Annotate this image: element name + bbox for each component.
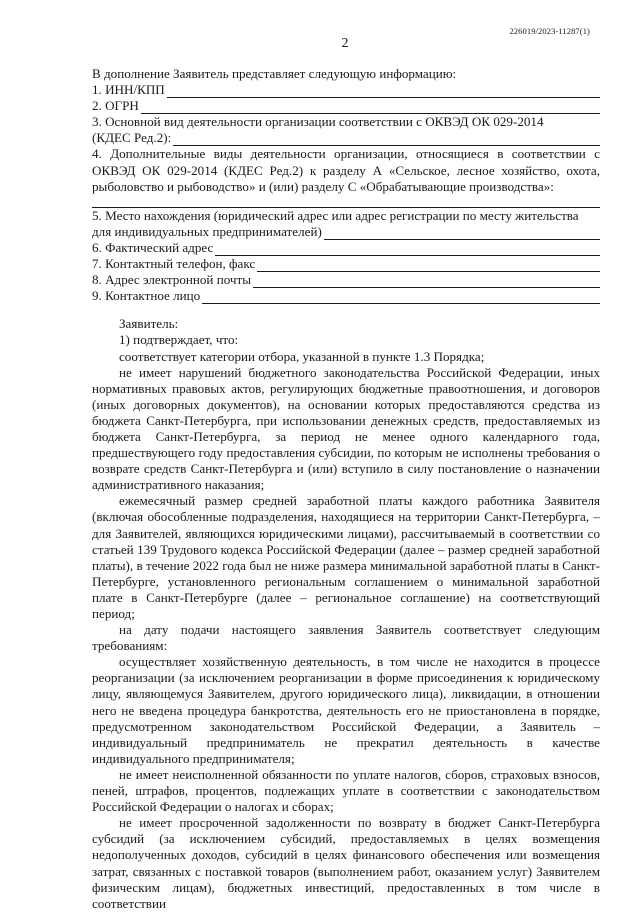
- field-phone: [92, 256, 600, 272]
- field-ogrn-label: 2. ОГРН: [92, 98, 139, 114]
- field-email: [92, 272, 600, 288]
- field-okved-main-label-2: (КДЕС Ред.2):: [92, 130, 172, 146]
- field-contact: [92, 288, 600, 304]
- field-email-line: [253, 276, 600, 288]
- applicant-item: осуществляет хозяйственную деятельность, в том числе не находится в процессе реорганизации (за исключением реорганизации в форме присоединения к юридическому лицу, являющемуся Заявителем, другого юридического лица), ликвидации, в отношении него не введена процедура банкротства, деятельность его не приостановлена в порядке, предусмотренном законодательством Российской Федерации, а Заявитель – индивидуальный предприниматель не прекратил деятельность в качестве индивидуального предпринимателя;: [92, 654, 600, 766]
- field-okved-main-line: [173, 134, 600, 146]
- page-number: 2: [341, 36, 349, 51]
- field-location-line: [324, 228, 600, 240]
- field-location-label: 5. Место нахождения (юридический адрес или адрес регистрации по месту жительства: [92, 207, 579, 223]
- field-ogrn-line: [141, 102, 600, 114]
- intro-text: В дополнение Заявитель представляет следующую информацию:: [92, 66, 457, 81]
- field-okved-extra-label: 4. Дополнительные виды деятельности организации, относящиеся в соответствии с ОКВЭД ОК 029-2014 (КДЕС Ред.2) к разделу А «Сельское, лесное хозяйство, охота, рыболовство и рыбоводство» и (или) разделу С «Обрабатывающие производства»:: [92, 146, 600, 194]
- field-inn: [92, 82, 600, 98]
- applicant-item: не имеет неисполненной обязанности по уплате налогов, сборов, страховых взносов, пеней, штрафов, процентов, подлежащих уплате в соответствии с законодательством Российской Федерации о налогах и сборах;: [92, 766, 600, 815]
- applicant-item: ежемесячный размер средней заработной платы каждого работника Заявителя (включая обособленные подразделения, находящиеся на территории Санкт-Петербурга, – для Заявителей, являющихся юридическими лицами), рассчитываемый в соответствии со статьей 139 Трудового кодекса Российской Федерации (далее – размер средней заработной платы), в течение 2022 года был не ниже размера минимальной заработной платы в Санкт-Петербурге, установленного региональным соглашением о минимальной заработной плате в Санкт-Петербурге (далее – региональное соглашение) на соответствующий период;: [92, 493, 600, 621]
- field-phone-label: 7. Контактный телефон, факс: [92, 256, 256, 272]
- field-contact-line: [202, 292, 600, 304]
- applicant-item: не имеет нарушений бюджетного законодательства Российской Федерации, иных нормативных правовых актов, регулирующих бюджетные правоотношения, и договоров (иных договорных документов), на основании которых предоставляются средства из бюджета Санкт-Петербурга, при использовании денежных средств, предоставляемых из бюджета Санкт-Петербурга, за период не менее одного календарного года, предшествующего году предоставления субсидии, по которым не исполнены требования о возврате средств Санкт-Петербурга и (или) вступило в силу постановление о назначении административного наказания;: [92, 364, 600, 493]
- field-phone-line: [257, 260, 600, 272]
- field-ogrn: [92, 98, 600, 114]
- field-actual-address: [92, 240, 600, 256]
- field-inn-line: [167, 86, 600, 98]
- field-okved-main: [92, 130, 600, 146]
- field-okved-main-label: 3. Основной вид деятельности организации соответствии с ОКВЭД ОК 029-2014: [92, 114, 544, 130]
- field-location-label-2: для индивидуальных предпринимателей): [92, 223, 322, 239]
- document-body: [92, 66, 600, 912]
- field-actual-address-label: 6. Фактический адрес: [92, 239, 214, 255]
- field-contact-label: 9. Контактное лицо: [92, 288, 201, 304]
- field-inn-label: 1. ИНН/КПП: [92, 82, 165, 98]
- field-email-label: 8. Адрес электронной почты: [92, 272, 252, 288]
- field-location: [92, 224, 600, 240]
- applicant-item: соответствует категории отбора, указанной в пункте 1.3 Порядка;: [119, 348, 485, 364]
- applicant-item: на дату подачи настоящего заявления Заявитель соответствует следующим требованиям:: [92, 622, 600, 654]
- applicant-item: не имеет просроченной задолженности по возврату в бюджет Санкт-Петербурга субсидий (за исключением субсидий, предоставляемых в целях возмещения недополученных доходов, субсидий в целях финансового обеспечения или возмещения затрат, связанных с поставкой товаров (выполнением работ, оказанием услуг) Заявителем физическим лицам), бюджетных инвестиций, предоставленных в том числе в соответствии: [92, 815, 600, 911]
- document-id: 226019/2023-11287(1): [509, 26, 590, 36]
- field-okved-extra-line: [92, 195, 600, 208]
- applicant-heading: Заявитель:: [119, 316, 179, 332]
- field-actual-address-line: [215, 244, 600, 256]
- applicant-confirms: 1) подтверждает, что:: [119, 332, 239, 348]
